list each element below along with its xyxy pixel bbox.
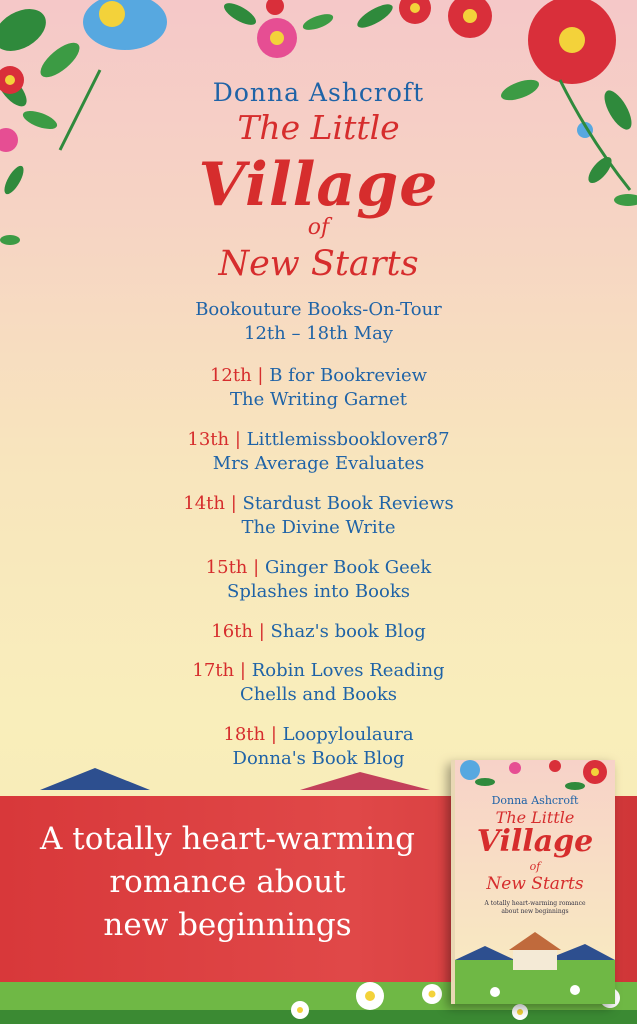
book-tagline: A totally heart-warming romance about new beginnings bbox=[484, 900, 586, 915]
book-title-line-3: of bbox=[529, 860, 541, 873]
blog-name: B for Bookreview bbox=[269, 365, 428, 386]
stop-day: 15th bbox=[205, 557, 248, 578]
tour-schedule bbox=[0, 364, 637, 787]
blue-flower-icon bbox=[83, 0, 167, 50]
blog-name: Mrs Average Evaluates bbox=[212, 453, 425, 474]
blog-name: Stardust Book Reviews bbox=[242, 493, 454, 514]
title-line-3: of bbox=[307, 215, 330, 240]
separator: | bbox=[257, 365, 264, 386]
separator: | bbox=[258, 621, 265, 642]
stop-day: 17th bbox=[192, 660, 235, 681]
tagline-line: romance about bbox=[109, 864, 346, 900]
blog-name: Littlemissbooklover87 bbox=[246, 429, 450, 450]
schedule-item bbox=[0, 659, 637, 723]
separator: | bbox=[270, 724, 277, 745]
separator: | bbox=[230, 493, 237, 514]
tour-dates: 12th – 18th May bbox=[244, 323, 393, 344]
stop-day: 18th bbox=[223, 724, 266, 745]
book-title-line-2: Village bbox=[476, 824, 594, 859]
stop-day: 12th bbox=[209, 365, 252, 386]
blog-name: Ginger Book Geek bbox=[264, 557, 432, 578]
separator: | bbox=[234, 429, 241, 450]
book-title-line-4: New Starts bbox=[486, 874, 584, 894]
title-line-4: New Starts bbox=[218, 244, 419, 284]
blog-name: Loopyloulaura bbox=[282, 724, 414, 745]
title-line-1: The Little bbox=[237, 108, 400, 147]
book-title-line-1: The Little bbox=[495, 808, 575, 827]
schedule-item bbox=[0, 428, 637, 492]
schedule-item bbox=[0, 620, 637, 659]
tagline bbox=[0, 818, 455, 947]
title-line-2: Village bbox=[198, 150, 439, 220]
book-author: Donna Ashcroft bbox=[491, 794, 579, 807]
blog-name: The Divine Write bbox=[241, 517, 396, 538]
blog-name: The Writing Garnet bbox=[229, 389, 408, 410]
schedule-item bbox=[0, 556, 637, 620]
blog-name: Chells and Books bbox=[239, 684, 398, 705]
author-name: Donna Ashcroft bbox=[212, 78, 425, 107]
stop-day: 16th bbox=[211, 621, 253, 642]
stop-day: 13th bbox=[187, 429, 230, 450]
stop-day: 14th bbox=[183, 493, 225, 514]
blog-name: Splashes into Books bbox=[227, 581, 410, 602]
book-cover bbox=[451, 760, 615, 1004]
separator: | bbox=[239, 660, 246, 681]
tour-heading bbox=[0, 298, 637, 346]
blog-name: Shaz's book Blog bbox=[270, 621, 426, 642]
tagline-line: new beginnings bbox=[103, 907, 352, 943]
blog-name: Robin Loves Reading bbox=[251, 660, 445, 681]
schedule-item bbox=[0, 364, 637, 428]
separator: | bbox=[253, 557, 260, 578]
tagline-line: A totally heart-warming bbox=[40, 821, 415, 857]
schedule-item bbox=[0, 492, 637, 556]
blog-name: Donna's Book Blog bbox=[232, 748, 405, 769]
tour-name: Bookouture Books-On-Tour bbox=[195, 299, 442, 320]
